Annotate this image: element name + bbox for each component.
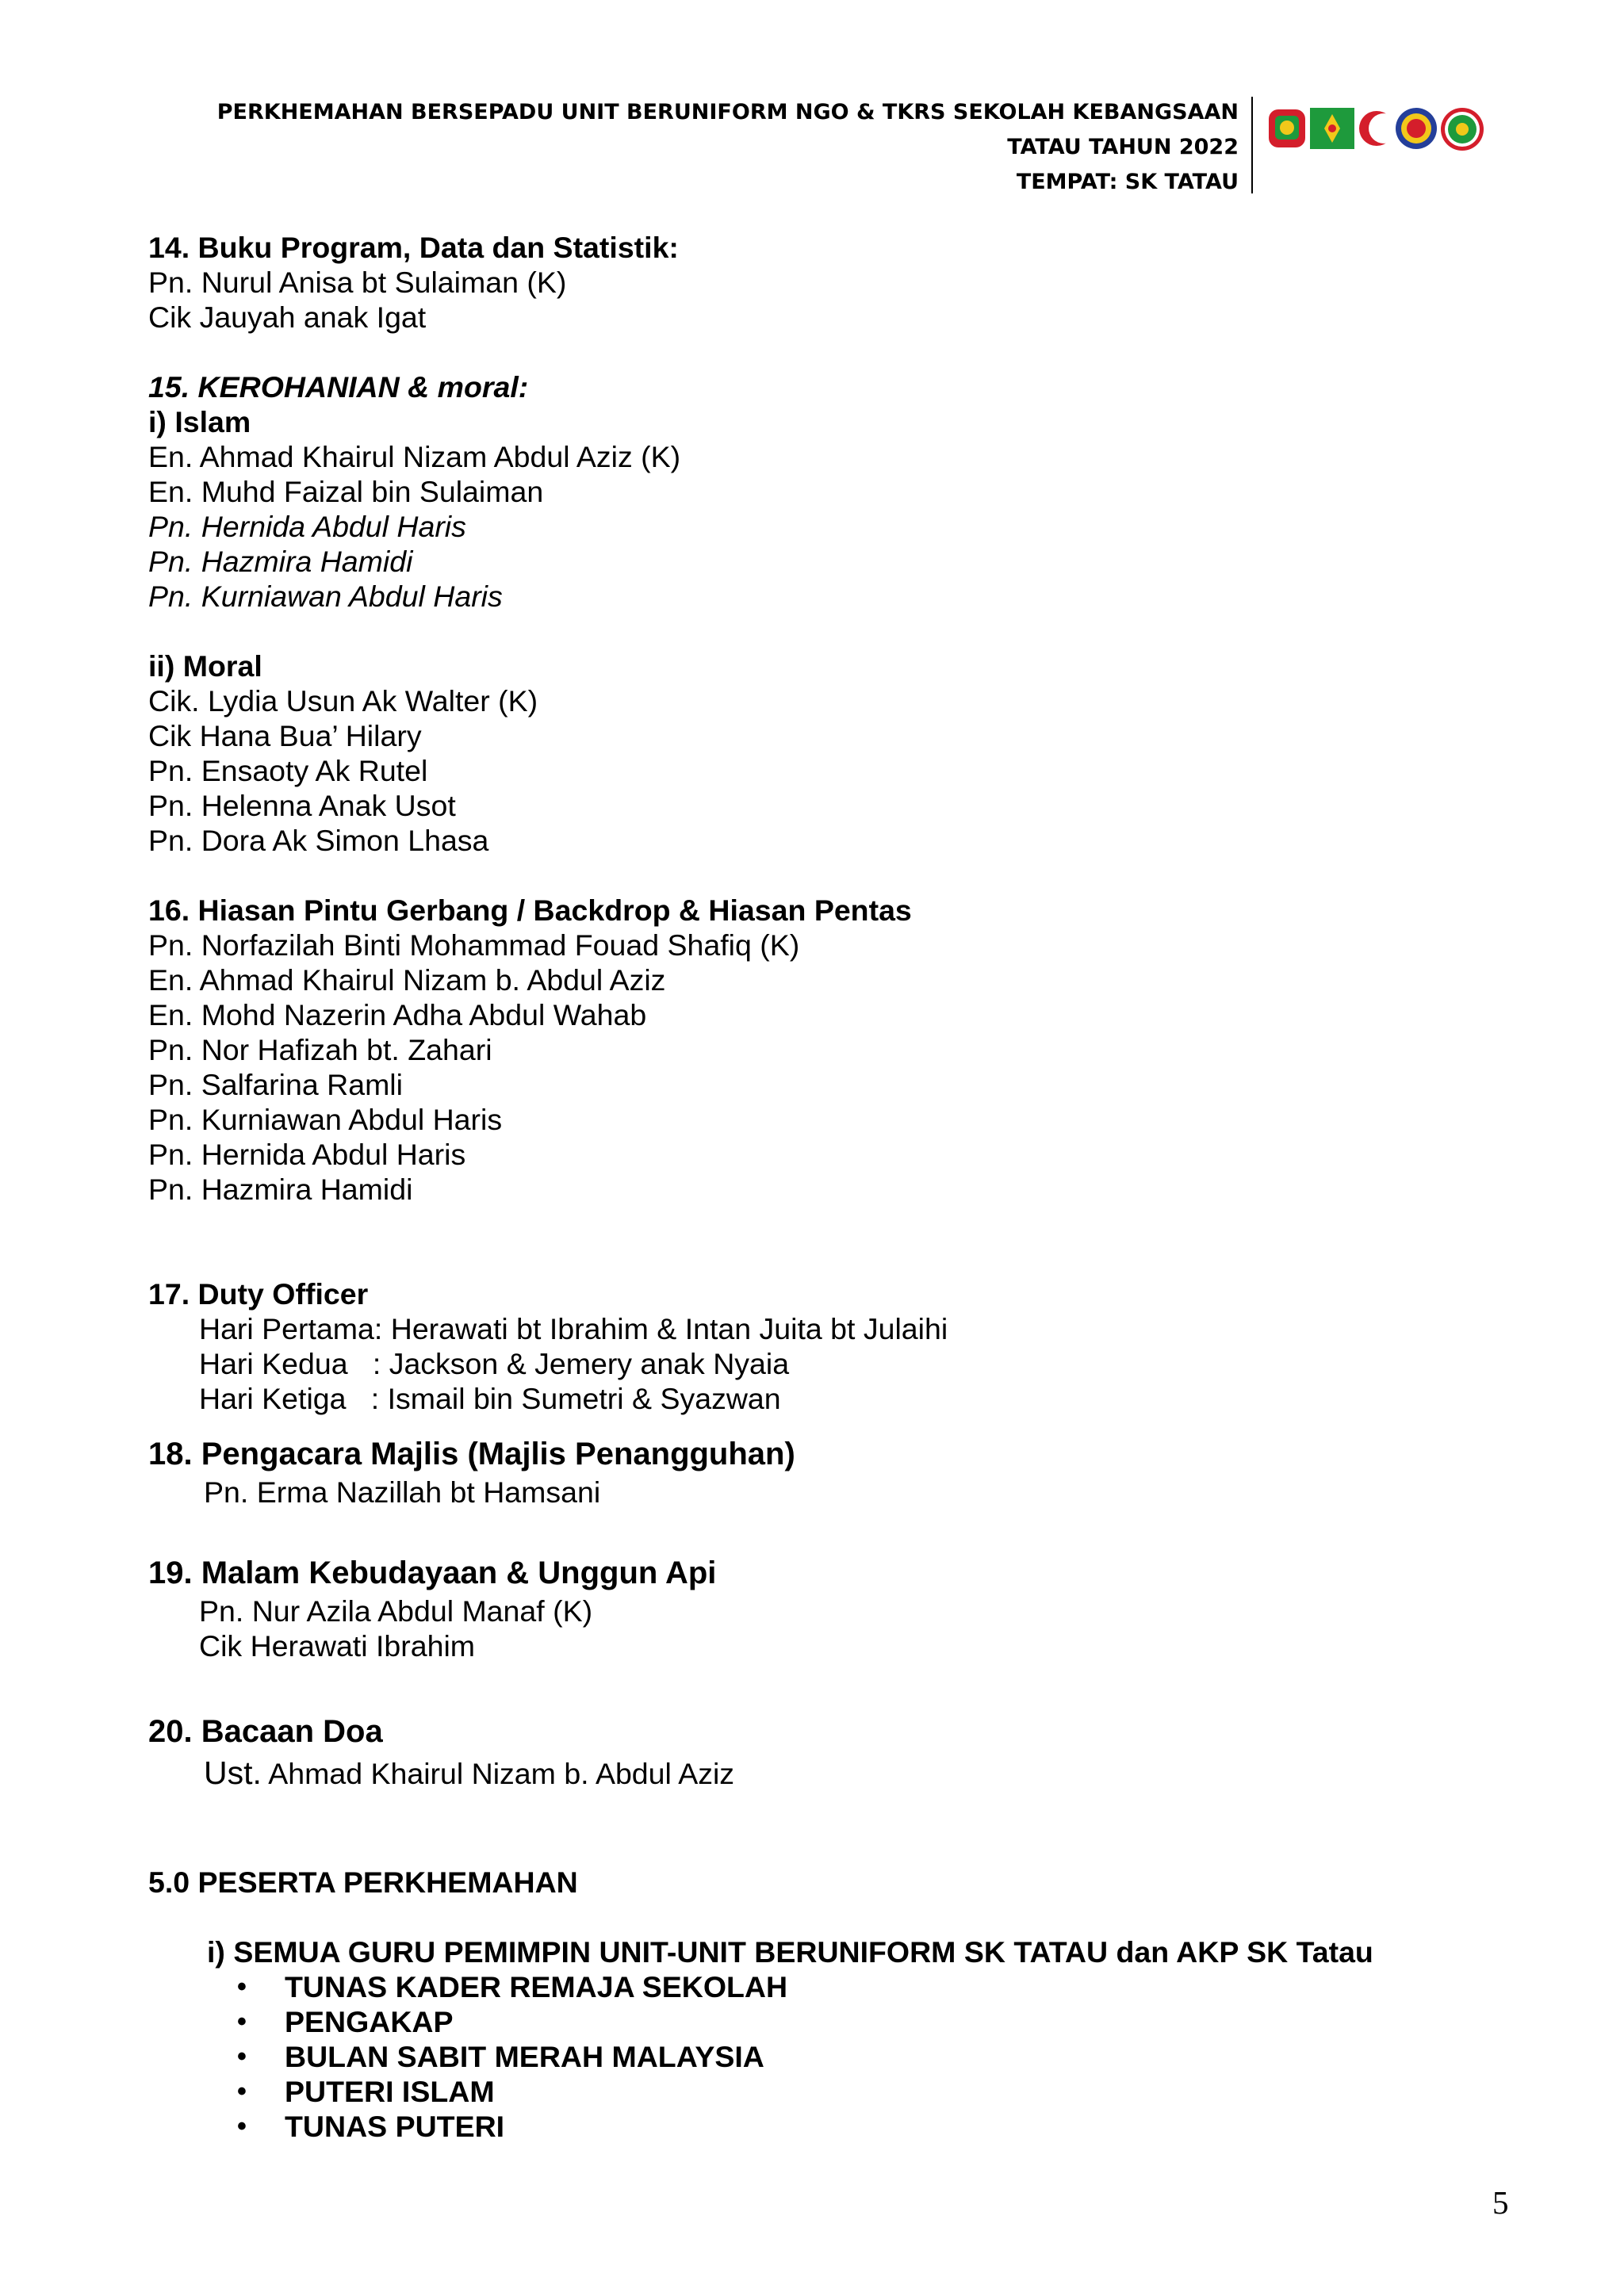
red-crescent-emblem-icon [1359, 111, 1399, 146]
bullet-icon: • [237, 2076, 247, 2107]
section-19-heading: 19. Malam Kebudayaan & Unggun Api [148, 1556, 717, 1590]
list-item-label: BULAN SABIT MERAH MALAYSIA [285, 2040, 764, 2073]
section-14-heading: 14. Buku Program, Data dan Statistik: [148, 231, 679, 264]
section-15-islam-name: Pn. Kurniawan Abdul Haris [148, 580, 503, 613]
section-20-title-prefix: Ust. [204, 1755, 262, 1791]
section-16-name: Pn. Nor Hafizah bt. Zahari [148, 1033, 492, 1066]
section-20-name-line [148, 1752, 1576, 1793]
list-item-label: PENGAKAP [285, 2005, 454, 2038]
section-17-duty-line: Hari Kedua : Jackson & Jemery anak Nyaia [199, 1347, 790, 1380]
section-16-name: Pn. Salfarina Ramli [148, 1068, 403, 1101]
section-16-name: En. Mohd Nazerin Adha Abdul Wahab [148, 998, 647, 1031]
section-16-name: En. Ahmad Khairul Nizam b. Abdul Aziz [148, 963, 666, 997]
bullet-icon: • [237, 2042, 247, 2072]
section-15-islam-title: i) Islam [148, 405, 251, 438]
section-18-heading: 18. Pengacara Majlis (Majlis Penangguhan) [148, 1437, 795, 1471]
section-16-name: Pn. Kurniawan Abdul Haris [148, 1103, 503, 1136]
section-17-heading: 17. Duty Officer [148, 1277, 369, 1311]
section-15-moral-name: Cik Hana Bua’ Hilary [148, 719, 422, 752]
section-15-moral-name: Pn. Dora Ak Simon Lhasa [148, 824, 489, 857]
section-16-heading: 16. Hiasan Pintu Gerbang / Backdrop & Hiasan Pentas [148, 894, 912, 927]
section-16-name: Pn. Hernida Abdul Haris [148, 1138, 466, 1171]
section-20-name: Ahmad Khairul Nizam b. Abdul Aziz [261, 1757, 735, 1790]
bullet-icon: • [237, 2111, 247, 2141]
list-item [236, 2039, 1576, 2074]
page-number: 5 [1492, 2184, 1509, 2221]
section-17-duty-line: Hari Pertama: Herawati bt Ibrahim & Intan Juita bt Julaihi [199, 1312, 948, 1345]
section-19-name: Pn. Nur Azila Abdul Manaf (K) [199, 1594, 593, 1628]
section-15-moral-name: Cik. Lydia Usun Ak Walter (K) [148, 684, 538, 718]
list-item-label: TUNAS KADER REMAJA SEKOLAH [285, 1970, 788, 2003]
section-17-duty-line: Hari Ketiga : Ismail bin Sumetri & Syazwan [199, 1382, 781, 1415]
section-5-0-subheading: i) SEMUA GURU PEMIMPIN UNIT-UNIT BERUNIFORM SK TATAU dan AKP SK Tatau [207, 1935, 1373, 1969]
section-18-name: Pn. Erma Nazillah bt Hamsani [204, 1475, 601, 1509]
section-15-islam-name: Pn. Hernida Abdul Haris [148, 510, 466, 543]
participant-list [148, 1969, 1576, 2144]
section-5-0-heading: 5.0 PESERTA PERKHEMAHAN [148, 1866, 578, 1899]
header-year-line: TATAU TAHUN 2022 [1007, 135, 1239, 159]
section-14-name: Cik Jauyah anak Igat [148, 300, 427, 334]
list-item [236, 1969, 1576, 2004]
puteri-islam-emblem-icon [1396, 108, 1437, 149]
section-14-name: Pn. Nurul Anisa bt Sulaiman (K) [148, 266, 567, 299]
list-item-label: PUTERI ISLAM [285, 2075, 495, 2108]
section-15-moral-title: ii) Moral [148, 649, 262, 683]
bullet-icon: • [237, 1972, 247, 2002]
section-15-islam-name: En. Ahmad Khairul Nizam Abdul Aziz (K) [148, 440, 681, 473]
logo-strip [1267, 105, 1488, 154]
section-16-name: Pn. Norfazilah Binti Mohammad Fouad Shafiq (K) [148, 928, 800, 962]
list-item [236, 2074, 1576, 2109]
section-15-moral-name: Pn. Ensaoty Ak Rutel [148, 754, 428, 787]
list-item-label: TUNAS PUTERI [285, 2110, 505, 2143]
header-title-line: PERKHEMAHAN BERSEPADU UNIT BERUNIFORM NGO & TKRS SEKOLAH KEBANGSAAN [216, 100, 1239, 124]
tunas-puteri-emblem-icon [1441, 108, 1484, 151]
section-19-name: Cik Herawati Ibrahim [199, 1629, 476, 1663]
header-divider [1251, 97, 1253, 193]
section-15-moral-name: Pn. Helenna Anak Usot [148, 789, 456, 822]
section-15-islam-name: En. Muhd Faizal bin Sulaiman [148, 475, 544, 508]
header-venue-line: TEMPAT: SK TATAU [1016, 170, 1239, 194]
list-item [236, 2109, 1576, 2144]
bullet-icon: • [237, 2007, 247, 2037]
section-16-name: Pn. Hazmira Hamidi [148, 1173, 413, 1206]
section-20-heading: 20. Bacaan Doa [148, 1714, 383, 1749]
list-item [236, 2004, 1576, 2039]
document-body [148, 230, 1576, 2144]
scout-emblem-icon [1310, 108, 1354, 149]
section-15-islam-name: Pn. Hazmira Hamidi [148, 545, 413, 578]
page-header [0, 95, 1239, 200]
tkrs-emblem-icon [1269, 109, 1305, 147]
section-15-heading: 15. KEROHANIAN & moral: [148, 370, 529, 404]
